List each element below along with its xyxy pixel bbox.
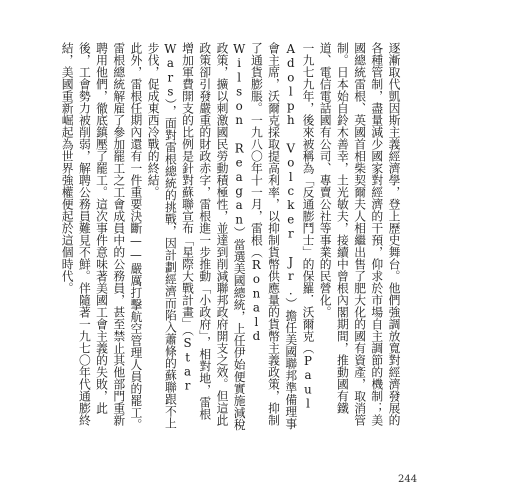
paragraph-3: 此外，雷根任期內還有一件重要決斷——嚴厲打擊航空管理人員的罷工。雷根總統解雇了參加罷工之工會成員中的公務員，甚至禁止其他部門重新聘用他們，徹底鎮壓了罷工。這次事件意味著美國工會主義的失敗，此後，工會勢力被削弱，解聘公務員難見不鮮。伴隨著一九七〇年代通膨終結，美國重新崛起為世界強權便起於這個時代。	[60, 42, 143, 431]
body-text	[58, 42, 402, 432]
paragraph-2: 一九七九年，後來被稱為「反通膨鬥士」的保羅．沃爾克（Paul Adolph Volcker Jr.）擔任美國聯邦準備理事會主席，沃爾克採取提高利率，以抑制貨幣供應量的貨幣主義政策，抑制了通貨膨脹。一九八〇年十一月，雷根（Ronald Wilson Reagan）當選美國總統，上任伊始便實施減稅政策，擴以刺激國民勞動積極性，並達到削減聯邦政府開支之效。但這此政策卻引發嚴重的財政赤字，雷根進一步推動「小政府」，相對地，雷根增加軍費開支的比例是針對蘇聯宣布「星際大戰計畫」（Star Wars），面對雷根總統的挑戰，因計劃經濟而陷入蕭條的蘇聯跟不上步伐，促成東西冷戰的終結。	[146, 42, 315, 431]
page-number: 244	[398, 474, 418, 485]
paragraph-1: 逐漸取代凱因斯主義經濟學，登上歷史舞台。他們強調放寬對經濟發展的各種管制，盡量減少國家對經濟的干預，仰求於市場自主調節的機制；美國總統雷根、英國首相柴契爾夫人相繼出售了肥大化的國有資產，取消管制。日本始自鈴木善幸，土光敏夫，接續中曾根內閣期間，推動國有鐵道、電信電話國有公司、專賣公社等事業的民營化。	[318, 42, 401, 426]
